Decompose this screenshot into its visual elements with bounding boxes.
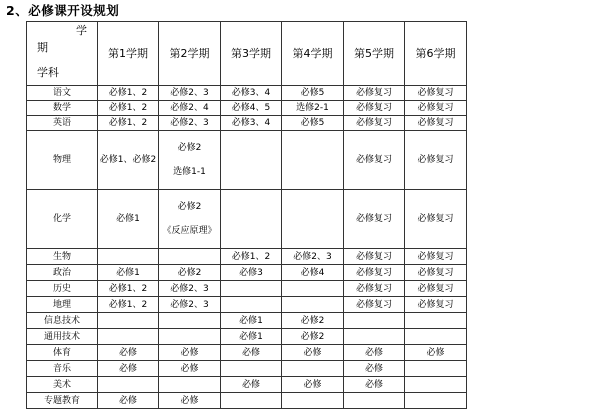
table-row bbox=[27, 281, 467, 297]
plan-cell bbox=[282, 361, 344, 377]
subject-cell: 美术 bbox=[27, 377, 98, 393]
subject-cell: 专题教育 bbox=[27, 393, 98, 409]
plan-cell bbox=[98, 329, 159, 345]
table-row bbox=[27, 297, 467, 313]
plan-cell bbox=[221, 281, 282, 297]
plan-cell: 必修 bbox=[344, 345, 405, 361]
plan-cell bbox=[159, 329, 221, 345]
plan-cell: 必修3、4 bbox=[221, 116, 282, 131]
course-plan-table bbox=[26, 21, 467, 409]
plan-cell: 必修复习 bbox=[405, 281, 467, 297]
plan-cell: 必修 bbox=[159, 345, 221, 361]
subject-cell: 信息技术 bbox=[27, 313, 98, 329]
plan-cell: 必修复习 bbox=[405, 116, 467, 131]
semester-header-5: 第5学期 bbox=[344, 22, 405, 86]
table-row bbox=[27, 377, 467, 393]
plan-cell bbox=[159, 249, 221, 265]
plan-cell: 必修5 bbox=[282, 86, 344, 101]
table-row bbox=[27, 86, 467, 101]
plan-cell: 必修2、3 bbox=[159, 116, 221, 131]
plan-cell: 必修复习 bbox=[344, 116, 405, 131]
plan-cell: 必修1 bbox=[221, 313, 282, 329]
plan-cell: 必修1、2 bbox=[98, 116, 159, 131]
plan-cell: 必修 bbox=[98, 393, 159, 409]
plan-cell: 必修1、2 bbox=[98, 101, 159, 116]
plan-cell bbox=[221, 131, 282, 190]
plan-cell bbox=[221, 297, 282, 313]
subject-cell: 体育 bbox=[27, 345, 98, 361]
subject-cell: 地理 bbox=[27, 297, 98, 313]
plan-cell: 必修3 bbox=[221, 265, 282, 281]
plan-cell: 必修2 bbox=[159, 265, 221, 281]
plan-cell: 必修复习 bbox=[405, 131, 467, 190]
plan-cell: 必修4、5 bbox=[221, 101, 282, 116]
plan-cell: 选修2-1 bbox=[282, 101, 344, 116]
table-row bbox=[27, 265, 467, 281]
corner-bottom-label: 学科 bbox=[37, 66, 59, 79]
plan-cell bbox=[98, 377, 159, 393]
plan-cell: 必修2、4 bbox=[159, 101, 221, 116]
plan-cell: 必修2、3 bbox=[159, 297, 221, 313]
plan-cell bbox=[221, 190, 282, 249]
subject-cell: 音乐 bbox=[27, 361, 98, 377]
plan-cell: 必修 bbox=[98, 345, 159, 361]
subject-cell: 物理 bbox=[27, 131, 98, 190]
plan-cell: 必修 bbox=[98, 361, 159, 377]
table-row bbox=[27, 101, 467, 116]
plan-cell bbox=[344, 329, 405, 345]
plan-cell bbox=[282, 281, 344, 297]
plan-cell: 必修2、3 bbox=[159, 86, 221, 101]
plan-cell: 必修3、4 bbox=[221, 86, 282, 101]
plan-cell bbox=[98, 313, 159, 329]
plan-cell: 必修复习 bbox=[344, 86, 405, 101]
plan-cell: 必修复习 bbox=[344, 101, 405, 116]
corner-middle-label: 期 bbox=[37, 41, 48, 54]
subject-cell: 生物 bbox=[27, 249, 98, 265]
table-row bbox=[27, 313, 467, 329]
plan-cell: 必修 bbox=[344, 361, 405, 377]
semester-header-6: 第6学期 bbox=[405, 22, 467, 86]
plan-cell: 必修2、3 bbox=[159, 281, 221, 297]
plan-cell: 必修1、2 bbox=[98, 86, 159, 101]
plan-cell: 必修 bbox=[405, 345, 467, 361]
plan-cell bbox=[405, 361, 467, 377]
semester-header-3: 第3学期 bbox=[221, 22, 282, 86]
plan-cell: 必修4 bbox=[282, 265, 344, 281]
plan-cell: 必修2 选修1-1 bbox=[159, 131, 221, 190]
plan-cell bbox=[405, 329, 467, 345]
table-row bbox=[27, 329, 467, 345]
plan-cell: 必修 bbox=[159, 361, 221, 377]
plan-cell: 必修1 bbox=[98, 265, 159, 281]
plan-cell: 必修 bbox=[159, 393, 221, 409]
plan-cell: 必修复习 bbox=[405, 265, 467, 281]
table-row bbox=[27, 190, 467, 249]
plan-cell: 必修2 bbox=[282, 313, 344, 329]
subject-cell: 语文 bbox=[27, 86, 98, 101]
plan-cell: 必修复习 bbox=[405, 101, 467, 116]
plan-cell: 必修1、2 bbox=[98, 281, 159, 297]
plan-cell: 必修 bbox=[221, 377, 282, 393]
plan-cell: 必修1 bbox=[221, 329, 282, 345]
plan-cell bbox=[282, 131, 344, 190]
table-row bbox=[27, 249, 467, 265]
section-heading: 2、必修课开设规划 bbox=[6, 3, 120, 18]
plan-cell: 必修2 《反应原理》 bbox=[159, 190, 221, 249]
plan-cell: 必修复习 bbox=[344, 249, 405, 265]
plan-cell: 必修复习 bbox=[405, 297, 467, 313]
subject-cell: 通用技术 bbox=[27, 329, 98, 345]
subject-cell: 英语 bbox=[27, 116, 98, 131]
table-row bbox=[27, 116, 467, 131]
plan-cell: 必修复习 bbox=[344, 190, 405, 249]
plan-cell: 必修 bbox=[344, 377, 405, 393]
plan-cell: 必修复习 bbox=[344, 131, 405, 190]
table-body bbox=[27, 22, 467, 409]
subject-cell: 数学 bbox=[27, 101, 98, 116]
plan-cell: 必修复习 bbox=[344, 297, 405, 313]
plan-cell bbox=[344, 313, 405, 329]
subject-cell: 历史 bbox=[27, 281, 98, 297]
subject-cell: 政治 bbox=[27, 265, 98, 281]
plan-cell bbox=[405, 377, 467, 393]
subject-cell: 化学 bbox=[27, 190, 98, 249]
plan-cell bbox=[159, 313, 221, 329]
plan-cell bbox=[282, 297, 344, 313]
plan-cell: 必修2、3 bbox=[282, 249, 344, 265]
semester-header-1: 第1学期 bbox=[98, 22, 159, 86]
plan-cell: 必修复习 bbox=[405, 86, 467, 101]
corner-cell bbox=[27, 22, 98, 86]
plan-cell: 必修2 bbox=[282, 329, 344, 345]
corner-top-label: 学 bbox=[76, 24, 87, 37]
plan-cell: 必修5 bbox=[282, 116, 344, 131]
plan-cell bbox=[159, 377, 221, 393]
plan-cell bbox=[405, 313, 467, 329]
header-row bbox=[27, 22, 467, 86]
plan-cell: 必修 bbox=[282, 377, 344, 393]
plan-cell: 必修复习 bbox=[344, 265, 405, 281]
table-row bbox=[27, 131, 467, 190]
plan-cell: 必修 bbox=[282, 345, 344, 361]
plan-cell: 必修1 bbox=[98, 190, 159, 249]
plan-cell: 必修 bbox=[221, 345, 282, 361]
plan-cell: 必修复习 bbox=[405, 190, 467, 249]
plan-cell: 必修复习 bbox=[344, 281, 405, 297]
plan-cell: 必修复习 bbox=[405, 249, 467, 265]
plan-cell: 必修1、必修2 bbox=[98, 131, 159, 190]
plan-cell bbox=[221, 361, 282, 377]
plan-cell bbox=[98, 249, 159, 265]
plan-cell bbox=[282, 190, 344, 249]
plan-cell: 必修1、2 bbox=[98, 297, 159, 313]
semester-header-4: 第4学期 bbox=[282, 22, 344, 86]
table-row bbox=[27, 361, 467, 377]
table-row bbox=[27, 345, 467, 361]
plan-cell: 必修1、2 bbox=[221, 249, 282, 265]
semester-header-2: 第2学期 bbox=[159, 22, 221, 86]
